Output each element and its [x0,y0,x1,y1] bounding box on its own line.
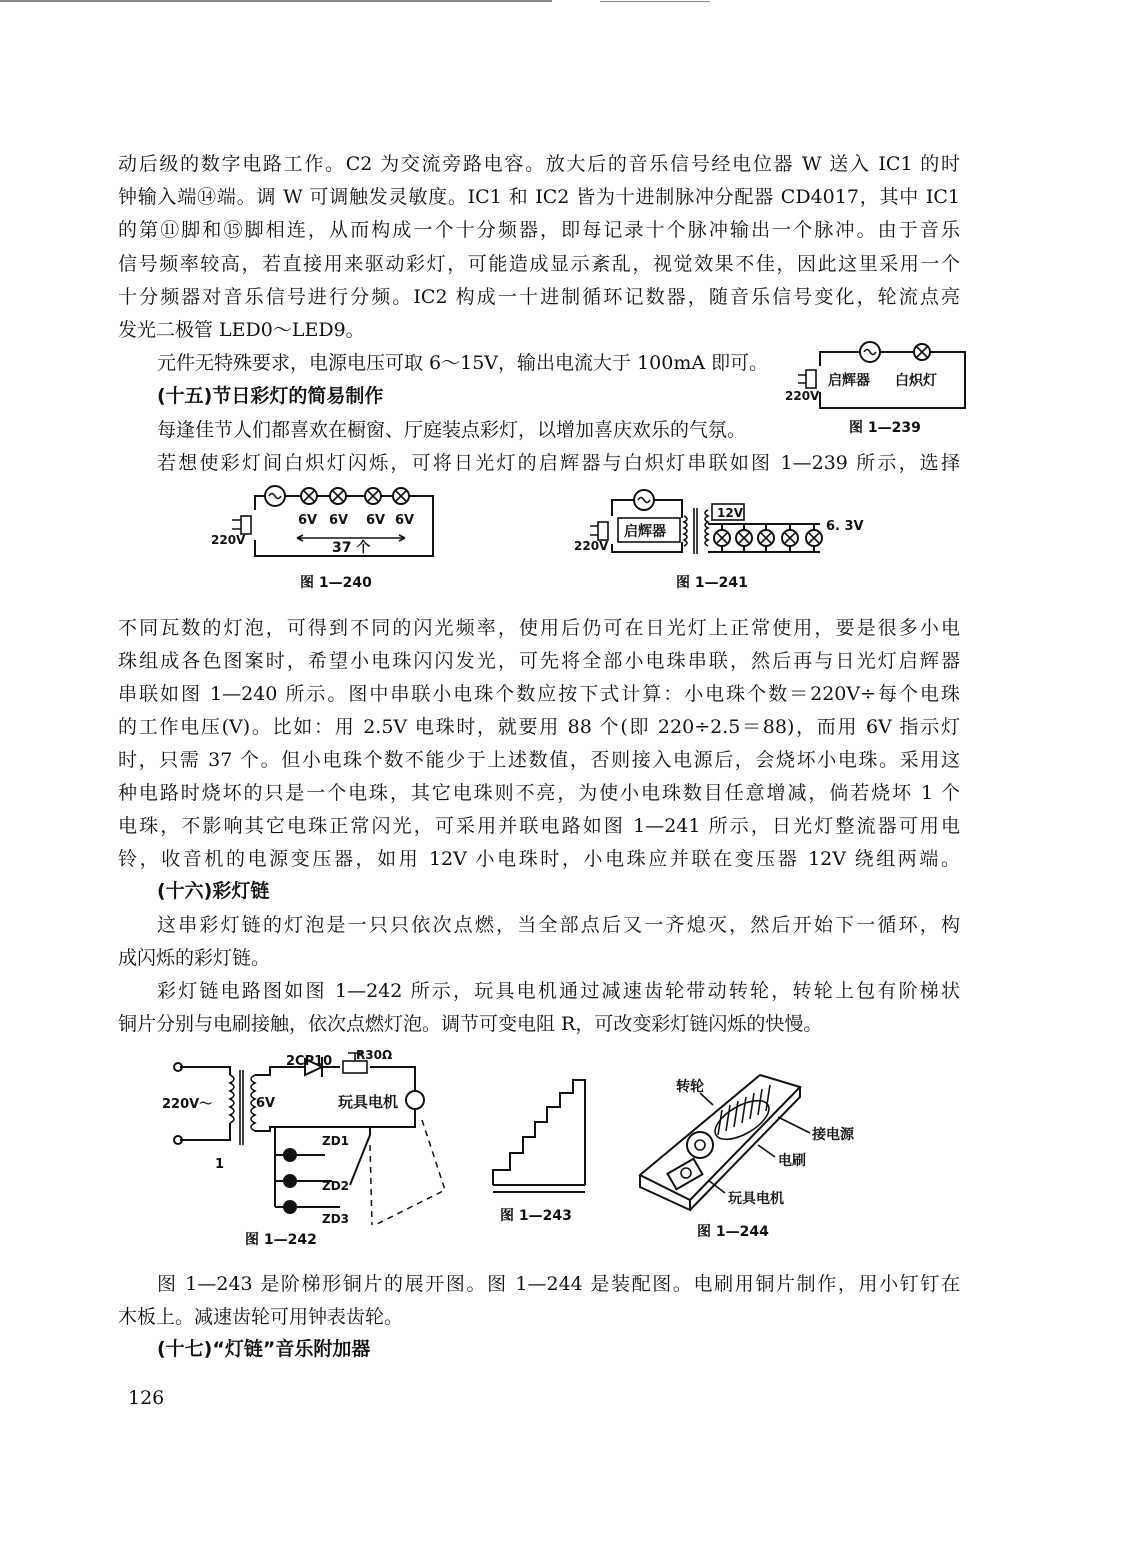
brush-label: 电刷 [778,1153,806,1169]
figure-1-244 [630,1065,880,1225]
scan-top-line [0,0,552,2]
paragraph-7-line-2: 木板上。减速齿轮可用钟表齿轮。 [118,1306,404,1328]
text-line: 种电路时烧坏的只是一个电珠，其它电珠则不亮，为使小电珠数目任意增减，倘若烧坏 1 个 [118,782,960,804]
page-number: 126 [128,1387,165,1409]
paragraph-2: 元件无特殊要求，电源电压可取 6～15V，输出电流大于 100mA 即可。 [157,352,769,374]
bulb-icon [758,524,774,552]
motor-label: 玩具电机 [338,1093,399,1111]
bulb-voltage-label: 6V [298,513,318,528]
caption-1-244: 图 1—244 [697,1224,769,1240]
bulb-icon [393,488,409,504]
bulb-icon [365,488,381,504]
bulb-count-label: 37 个 [332,540,371,556]
text-line: 珠组成各色图案时，希望小电珠闪闪发光，可先将全部小电珠串联，然后再与日光灯启辉器 [118,650,960,672]
text-line: 的工作电压(V)。比如：用 2.5V 电珠时，就要用 88 个(即 220÷2.5＝88)，而用 6V 指示灯 [118,716,960,738]
paragraph-5-line-1: 这串彩灯链的灯泡是一只只依次点燃，当全部点后又一齐熄灭，然后开始下一循环，构 [157,914,960,936]
starter-label: 启辉器 [624,524,666,540]
text-line: 动后级的数字电路工作。C2 为交流旁路电容。放大后的音乐信号经电位器 W 送入 IC1 的时 [118,153,960,175]
bulb-icon [736,524,752,552]
zd2-label: ZD2 [322,1179,350,1193]
bulb-voltage-label: 6. 3V [826,519,864,534]
text-line: 不同瓦数的灯泡，可得到不同的闪光频率，使用后仍可在日光灯上正常使用，要是很多小电 [118,617,960,639]
voltage-label: 220V [574,539,609,553]
heading-16: (十六)彩灯链 [157,880,270,902]
text-line: 时，只需 37 个。但小电珠个数不能少于上述数值，否则接入电源后，会烧坏小电珠。采用这 [118,749,960,771]
starter-label: 启辉器 [828,373,870,389]
wheel-label: 转轮 [676,1079,704,1095]
paragraph-5-line-2: 成闪烁的彩灯链。 [118,947,271,969]
paragraph-6-line-2: 铜片分别与电刷接触，依次点燃灯泡。调节可变电阻 R，可改变彩灯链闪烁的快慢。 [118,1013,823,1035]
power-label: 接电源 [812,1127,854,1143]
caption-1-243: 图 1—243 [500,1208,572,1224]
paragraph-3-line-1: 每逢佳节人们都喜欢在橱窗、厅庭装点彩灯，以增加喜庆欢乐的气氛。 [157,419,747,441]
heading-17: (十七)“灯链”音乐附加器 [157,1338,371,1360]
voltage-label: 220V [211,533,246,547]
caption-1-242: 图 1—242 [245,1232,317,1248]
bulb-icon [283,1148,325,1162]
paragraph-3-line-2: 若想使彩灯间白炽灯闪烁，可将日光灯的启辉器与白炽灯串联如图 1—239 所示，选择 [157,452,960,474]
transformer-number: 1 [215,1157,225,1172]
text-line: 发光二极管 LED0～LED9。 [118,319,365,341]
resistor-label: R30Ω [356,1048,393,1062]
figure-1-240 [205,480,445,565]
bulb-icon [301,488,317,504]
lamp-label: 白炽灯 [895,373,937,389]
figure-1-239 [780,340,970,420]
text-line: 钟输入端⑭端。调 W 可调触发灵敏度。IC1 和 IC2 皆为十进制脉冲分配器 CD4017，其中 IC1 [118,186,960,208]
text-line: 串联如图 1—240 所示。图中串联小电珠个数应按下式计算：小电珠个数＝220V÷每个电珠 [118,683,960,705]
bulb-voltage-label: 6V [329,513,349,528]
bulb-voltage-label: 6V [395,513,415,528]
paragraph-6-line-1: 彩灯链电路图如图 1—242 所示，玩具电机通过减速齿轮带动转轮，转轮上包有阶梯状 [157,980,960,1002]
zd3-label: ZD3 [322,1212,350,1226]
scan-top-line-right [600,1,710,2]
paragraph-7-line-1: 图 1—243 是阶梯形铜片的展开图。图 1—244 是装配图。电刷用铜片制作，用小钉钉在 [157,1273,960,1295]
caption-1-240: 图 1—240 [300,575,372,591]
text-line: 铃，收音机的电源变压器，如用 12V 小电珠时，小电珠应并联在变压器 12V 绕组两端。 [118,848,960,870]
bulb-icon [330,488,346,504]
zd1-label: ZD1 [322,1134,350,1148]
figure-1-243 [485,1075,600,1200]
bulb-icon [806,524,822,552]
bulb-icon [714,524,730,552]
caption-1-239: 图 1—239 [849,420,921,436]
text-line: 的第⑪脚和⑮脚相连，从而构成一个十分频器，即每记录十个脉冲输出一个脉冲。由于音乐 [118,219,960,241]
figure-1-242 [160,1045,460,1230]
figure-1-241 [572,488,872,563]
voltage-label: 220V～ [162,1097,213,1112]
text-line: 十分频器对音乐信号进行分频。IC2 构成一十进制循环记数器，随音乐信号变化，轮流点亮 [118,286,960,308]
text-line: 信号频率较高，若直接用来驱动彩灯，可能造成显示紊乱，视觉效果不佳，因此这里采用一个 [118,253,960,275]
caption-1-241: 图 1—241 [676,575,748,591]
text-line: 电珠，不影响其它电珠正常闪光，可采用并联电路如图 1—241 所示，日光灯整流器可用电 [118,815,960,837]
bulb-icon [782,524,798,552]
heading-15: (十五)节日彩灯的简易制作 [157,385,384,407]
bulb-voltage-label: 6V [366,513,386,528]
motor-label: 玩具电机 [728,1191,784,1207]
transformer-12v-label: 12V [717,506,743,520]
secondary-voltage-label: 6V [256,1096,276,1111]
diode-label: 2CP10 [286,1054,333,1069]
voltage-label: 220V [785,389,820,403]
